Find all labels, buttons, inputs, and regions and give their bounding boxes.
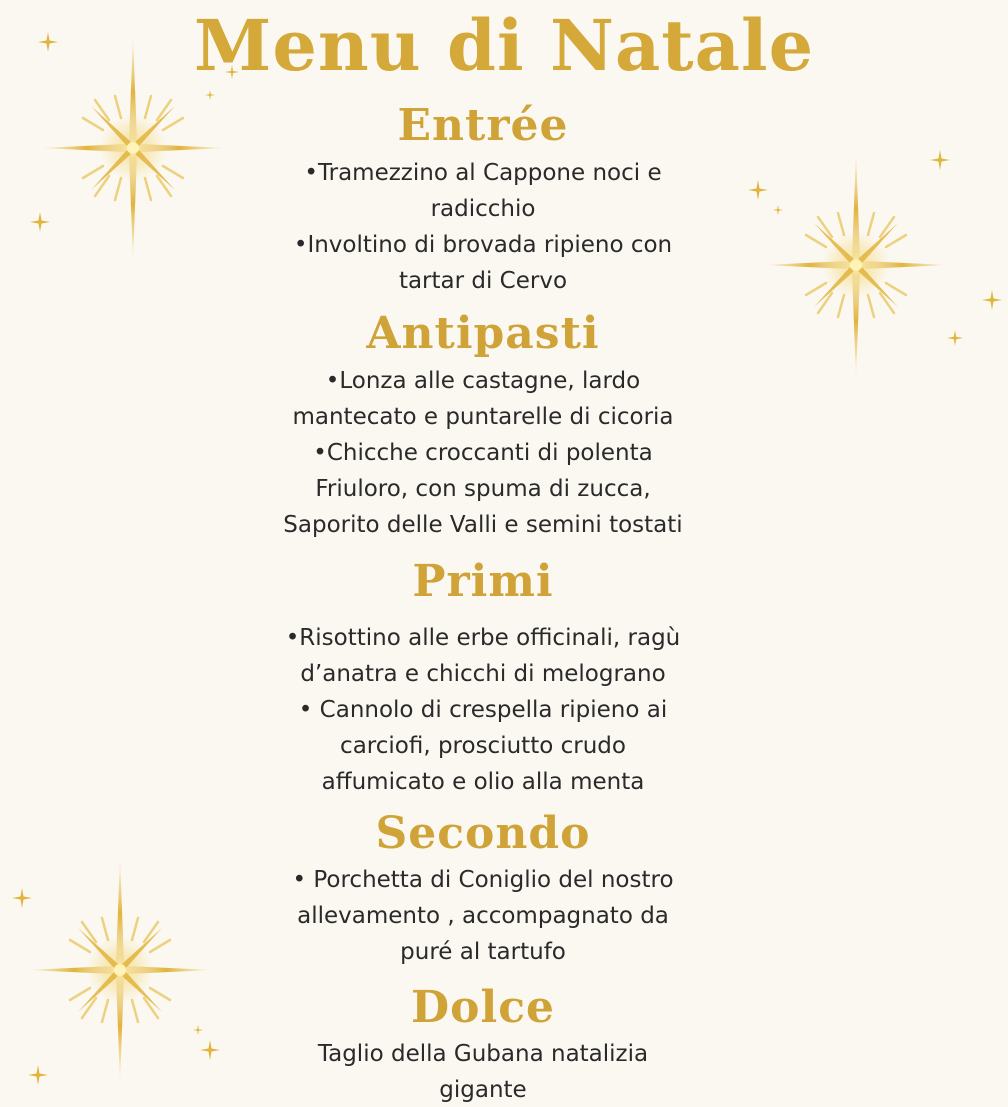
section-items-secondo [0,862,966,970]
section-items-primi [0,620,966,800]
menu-item-line: • Porchetta di Coniglio del nostro [292,867,674,893]
menu-item-line: •Lonza alle castagne, lardo [325,368,641,394]
menu-item-line: •Chicche croccanti di polenta [313,440,653,466]
menu-item-line: mantecato e puntarelle di cicoria [292,404,674,430]
menu-item-line: Saporito delle Valli e semini tostati [283,512,683,538]
menu-item-line: carciofi, prosciutto crudo [340,733,626,759]
section-title-entree: Entrée [397,100,569,151]
menu-item-line: gigante [439,1077,527,1103]
section-title-antipasti: Antipasti [366,308,600,359]
section-items-antipasti [0,363,966,543]
section-title-dolce: Dolce [410,982,555,1033]
menu-item-line: •Involtino di brovada ripieno con [293,232,673,258]
section-items-entree [0,155,966,299]
menu-item-line: allevamento , accompagnato da [297,903,669,929]
menu-item-line: •Tramezzino al Cappone noci e [304,160,662,186]
menu-item-line: d’anatra e chicchi di melograno [300,661,666,687]
menu-title: Menu di Natale [193,4,815,87]
section-title-secondo: Secondo [375,808,591,859]
menu-item-line: Friuloro, con spuma di zucca, [315,476,651,502]
menu-item-line: puré al tartufo [400,939,566,965]
section-items-dolce [0,1036,966,1107]
menu-item-line: tartar di Cervo [398,268,568,294]
menu-item-line: Taglio della Gubana natalizia [317,1041,649,1067]
menu-item-line: •Risottino alle erbe officinali, ragù [285,625,681,651]
menu-item-line: • Cannolo di crespella ripieno ai [298,697,668,723]
section-title-primi: Primi [412,556,554,607]
menu-item-line: radicchio [430,196,536,222]
menu-item-line: affumicato e olio alla menta [321,769,645,795]
